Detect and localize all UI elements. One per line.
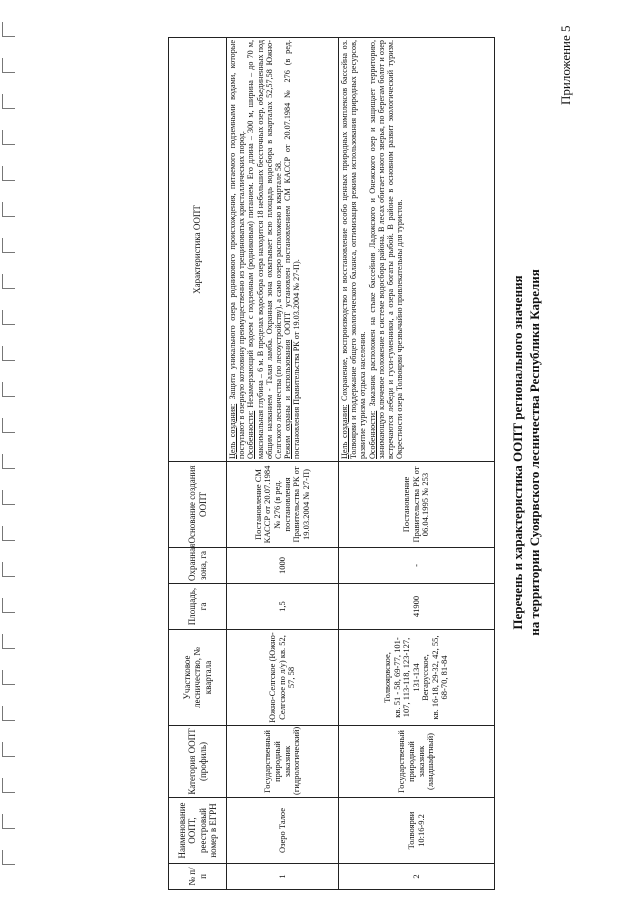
regime-label: Режим охраны и использования [283,339,293,459]
header-category: Категория ООПТ (профиль) [169,726,227,798]
appendix-label: Приложение 5 [558,25,573,105]
goal-label: Цель создания: [228,403,237,459]
protected-areas-table [168,37,495,890]
row-registry-number: 10:16-9.2 [415,814,426,847]
header-basis: Основание создания ООПТ [169,462,227,548]
table-row [339,38,495,890]
table-header-row [169,38,227,890]
feature-label: Особенности: [246,410,256,459]
regime-text: ООПТ установлен постановлением СМ КАССР от 20.07.1984 № 276 (в ред. постановления Правительства РК от 19.03.2004 № 27-П). [283,40,302,459]
row-characteristics [227,38,339,462]
row-buffer: - [339,548,495,584]
forestry-quarters: кв. 16-18, 29-32, 42, 55, 68-70, 81-84 [429,635,450,720]
header-name: Наименование ООПТ, реестровый номер в ЕГРН [169,798,227,864]
row-area: 1,5 [227,584,339,630]
feature-text: Незамерзающий водоем с подземным (родниковым) питанием. Его длина – 300 м, ширина – до 70 м, максимальная глубина – 6 м. В пределах водосбора озера находится 18 небольших бессточных озер, объединенных под общим названием - Талая ламба. Охранная зона охватывает всю площадь водосбора в кварталах 52,57,58 Южно-Селгского лесничества (по лесоустройству), а само озеро расположено в квартале 58. [246,40,283,459]
goal-text: Сохранение, воспроизводство и восстановление особо ценных природных комплексов бассейна оз. Толвоярви и поддержание общего экологического баланса, оптимизация режима использования природных ресурсов, развитие туризма отдыха населения. [340,40,368,459]
row-basis: Постановление Правительства РК от 06.04.1995 № 253 [339,462,495,548]
header-characteristics: Характеристика ООПТ [169,38,227,462]
row-forestry: Южно-Селгское (Южно-Селгское по л/у) кв. 52, 57, 58 [227,630,339,726]
row-characteristics [339,38,495,462]
feature-label: Особенности: [367,410,377,459]
forestry-name: Вегарусское, [420,654,431,701]
header-buffer: Охранная зона, га [169,548,227,584]
row-name: Озеро Талое [227,798,339,864]
row-category: Государственный природный заказник (гидрологический) [227,726,339,798]
row-num: 1 [227,864,339,890]
row-category: Государственный природный заказник (ландшафтный) [339,726,495,798]
document-title-line-1: Перечень и характеристика ООПТ регионального значения [510,275,525,630]
row-forestry-cell [339,630,495,726]
goal-text: Защита уникального озера родникового происхождения, питаемого подземными водами, которые поступают в озерную котловину преимущественно из трещиноватых кристаллических пород. [228,40,247,459]
forestry-quarters: кв. 51 - 58, 69-77, 101-107, 113-118, 123-127, 131-134 [391,637,421,718]
header-area: Площадь, га [169,584,227,630]
feature-text: Заказник расположен на стыке бассейнов Ладожского и Онежского озер и защищает территорию, занимающую ключевое положение в системе водосбора района. В лесах обитает много зверья, по берегам болот и озер встречаются лебеди и гуси-гуменники, а озера богаты рыбой. В районе в основном развит экологический туризм. Окрестности озера Толвоярви чрезвычайно привлекательны для туристов. [367,40,405,459]
header-num: № п/п [169,864,227,890]
row-buffer: 1000 [227,548,339,584]
row-name: Толвоярви [405,811,416,850]
row-basis: Постановление СМ КАССР от 20.07.1984 № 276 (в ред. постановления Правительства РК от 19.03.2004 № 27-П) [227,462,339,548]
row-area: 41900 [339,584,495,630]
row-name-cell [339,798,495,864]
document-title-line-2: на территории Суоярвского лесничества Республики Карелия [527,269,542,636]
row-num: 2 [339,864,495,890]
forestry-name: Толвоярвское, [381,652,392,703]
table-row [227,38,339,890]
header-forestry: Участковое лесничество, № квартала [169,630,227,726]
goal-label: Цель создания: [340,404,349,459]
